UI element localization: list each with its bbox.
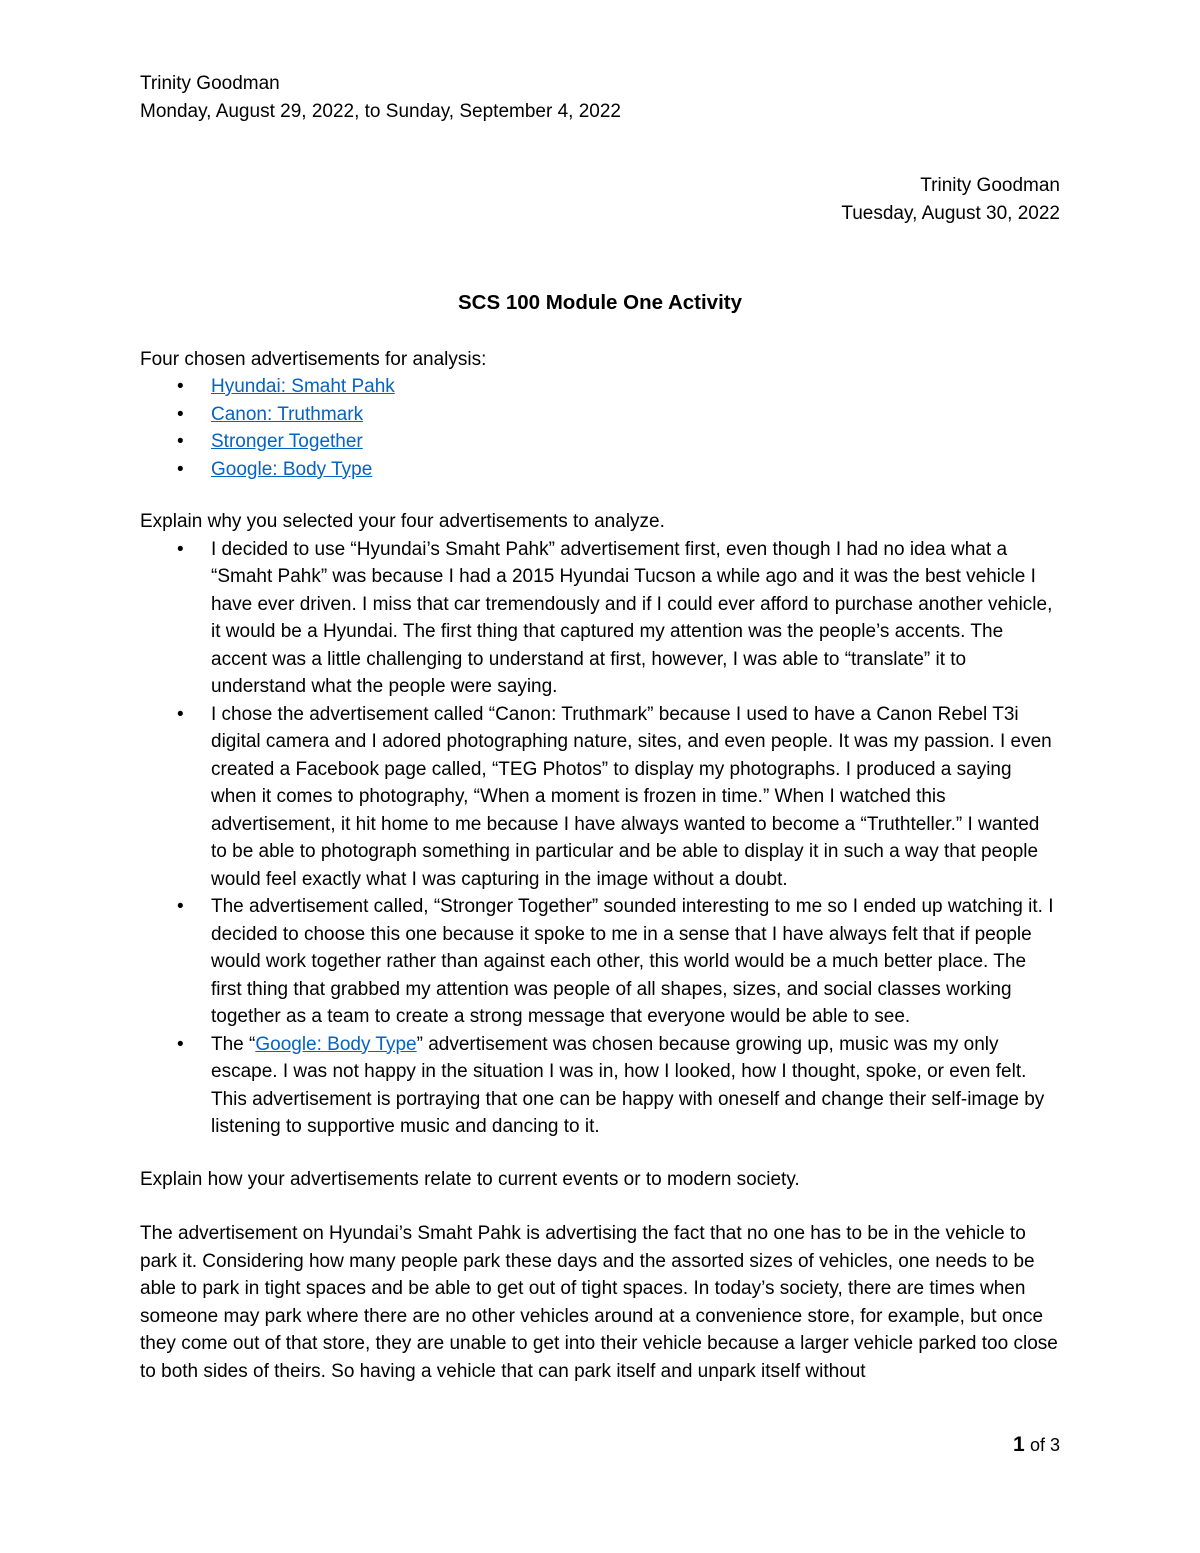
page-count-label: of 3	[1029, 1435, 1060, 1455]
canon-truthmark-link[interactable]: Canon: Truthmark	[211, 403, 364, 425]
page-number-footer	[1013, 1431, 1060, 1460]
relate-section-heading: Explain how your advertisements relate to current events or to modern society.	[140, 1168, 800, 1190]
submission-date: Tuesday, August 30, 2022	[841, 202, 1060, 224]
why-bullet-hyundai: • I decided to use “Hyundai’s Smaht Pahk” advertisement first, even though I had no idea what a “Smaht Pahk” was because I had a 2015 Hyundai Tucson a while ago and it was the best vehicle I have ever driven. I miss that car tremendously and if I could ever afford to purchase another vehicle, it would be a Hyundai. The first thing that captured my attention was the people’s accents. The accent was a little challenging to understand at first, however, I was able to “translate” it to understand what the people were saying.	[140, 536, 1060, 701]
page-number: 1	[1013, 1433, 1025, 1456]
ads-intro-text: Four chosen advertisements for analysis:	[140, 348, 487, 370]
why-bullets-list	[140, 536, 1060, 1141]
relate-paragraph: The advertisement on Hyundai’s Smaht Pahk is advertising the fact that no one has to be in the vehicle to park it. Considering how many people park these days and the assorted sizes of vehicles, one needs to be able to park in tight spaces and be able to get out of tight spaces. In today’s society, there are times when someone may park where there are no other vehicles around at a convenience store, for example, but once they come out of that store, they are unable to get into their vehicle because a larger vehicle parked too close to both sides of theirs. So having a vehicle that can park itself and unpark itself without	[140, 1223, 1058, 1382]
header-left	[140, 70, 1060, 125]
why-bullet-stronger-together: • The advertisement called, “Stronger Together” sounded interesting to me so I ended up watching it. I decided to choose this one because it spoke to me in a sense that I have always felt that if people would work together rather than against each other, this world would be a much better place. The first thing that grabbed my attention was people of all shapes, sizes, and social classes working together as a team to create a strong message that everyone would be able to see.	[140, 893, 1060, 1031]
why-bullet-google	[140, 1031, 1060, 1141]
list-item-ad-link	[140, 401, 1060, 429]
author-name: Trinity Goodman	[140, 73, 280, 94]
why-section-heading: Explain why you selected your four advertisements to analyze.	[140, 511, 665, 532]
list-item-ad-link	[140, 428, 1060, 456]
author-name-right: Trinity Goodman	[920, 175, 1060, 196]
why-bullet-google-suffix: ” advertisement was chosen because growing up, music was my only escape. I was not happy in the situation I was in, how I looked, how I thought, spoke, or even felt. This advertisement is portraying that one can be happy with oneself and change their self-image by listening to supportive music and dancing to it.	[211, 1033, 1045, 1137]
header-right	[140, 172, 1060, 227]
page-title: SCS 100 Module One Activity	[457, 291, 743, 314]
list-item-ad-link	[140, 456, 1060, 484]
list-item-ad-link	[140, 373, 1060, 401]
why-bullet-canon: • I chose the advertisement called “Canon: Truthmark” because I used to have a Canon Rebel T3i digital camera and I adored photographing nature, sites, and even people. It was my passion. I even created a Facebook page called, “TEG Photos” to display my photographs. I produced a saying when it comes to photography, “When a moment is frozen in time.” When I watched this advertisement, it hit home to me because I have always wanted to become a “Truthteller.” I wanted to be able to photograph something in particular and be able to display it in such a way that people would feel exactly what I was capturing in the image without a doubt.	[140, 701, 1060, 894]
hyundai-smaht-pahk-link[interactable]: Hyundai: Smaht Pahk	[211, 376, 395, 397]
google-body-type-link[interactable]: Google: Body Type	[211, 458, 373, 480]
assignment-date-range: Monday, August 29, 2022, to Sunday, September 4, 2022	[140, 100, 621, 122]
ad-links-list	[140, 373, 1060, 483]
stronger-together-link[interactable]: Stronger Together	[211, 431, 363, 452]
google-body-type-inline-link[interactable]: Google: Body Type	[255, 1033, 417, 1055]
why-bullet-google-prefix: The “	[211, 1033, 256, 1055]
